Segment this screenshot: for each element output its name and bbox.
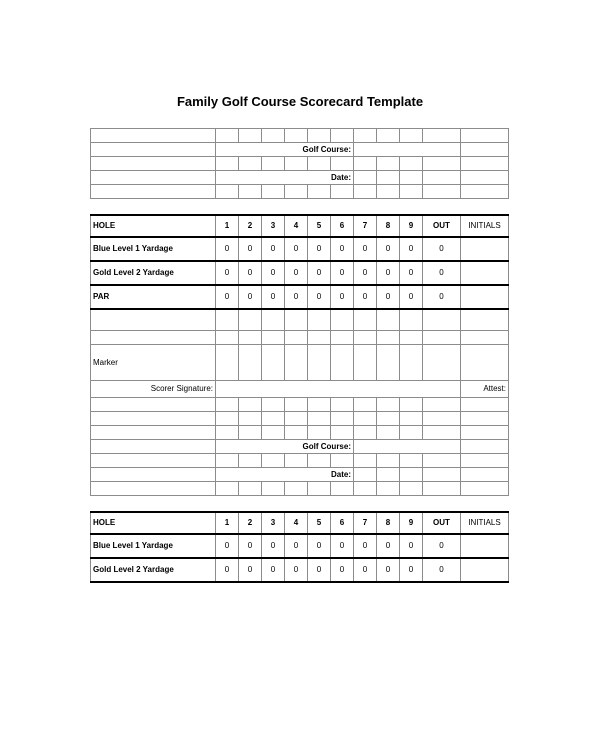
grid-cell [331,157,354,171]
par-row [91,285,509,309]
grid-cell [285,129,308,143]
grid-cell [91,412,216,426]
score-cell: 0 [377,558,400,582]
grid-cell [423,412,461,426]
empty-row [91,331,509,345]
golf-course-writein [354,440,461,454]
marker-row [91,345,509,381]
hole-header-row [91,512,509,534]
score-cell: 0 [285,261,308,285]
grid-cell [377,309,400,331]
grid-cell [308,331,331,345]
hole-number: 2 [239,512,262,534]
attest-label: Attest: [461,381,509,398]
score-cell: 0 [331,558,354,582]
date-label: Date: [216,468,354,482]
grid-cell [262,454,285,468]
hole-header: HOLE [91,512,216,534]
grid-cell [285,157,308,171]
grid-cell [262,482,285,496]
grid-cell [239,331,262,345]
grid-cell [377,331,400,345]
date-writein [354,468,377,482]
grid-cell [377,171,400,185]
grid-cell [400,454,423,468]
grid-cell [216,412,239,426]
grid-cell [354,309,377,331]
grid-cell [461,157,509,171]
initials-cell [461,261,509,285]
grid-cell [216,454,239,468]
score-cell: 0 [216,237,239,261]
grid-cell [461,331,509,345]
score-cell: 0 [308,534,331,558]
initials-cell [461,285,509,309]
hole-header-row [91,215,509,237]
score-cell: 0 [331,261,354,285]
initials-cell [461,237,509,261]
grid-cell [239,309,262,331]
grid-cell [377,185,400,199]
grid-cell [331,398,354,412]
grid-cell [377,157,400,171]
section-gap [91,496,509,512]
grid-cell [400,412,423,426]
grid-cell [331,331,354,345]
grid-cell [216,426,239,440]
grid-cell [285,309,308,331]
initials-header: INITIALS [461,512,509,534]
grid-cell [400,185,423,199]
grid-cell [423,129,461,143]
grid-cell [285,185,308,199]
grid-cell [285,412,308,426]
hole-number: 6 [331,512,354,534]
empty-row [91,482,509,496]
grid-cell [400,398,423,412]
grid-cell [216,157,239,171]
score-cell: 0 [377,261,400,285]
empty-row [91,426,509,440]
grid-cell [239,157,262,171]
grid-cell [285,398,308,412]
row-label: Gold Level 2 Yardage [91,261,216,285]
grid-cell [461,426,509,440]
grid-cell [216,309,239,331]
grid-cell [377,454,400,468]
grid-cell [354,185,377,199]
row-label: Blue Level 1 Yardage [91,534,216,558]
score-cell: 0 [239,285,262,309]
hole-number: 1 [216,512,239,534]
grid-cell [377,129,400,143]
grid-cell [423,331,461,345]
grid-cell [354,412,377,426]
score-cell: 0 [262,285,285,309]
hole-number: 7 [354,215,377,237]
grid-cell [285,482,308,496]
yardage-row [91,534,509,558]
date-writein [354,171,377,185]
row-label: PAR [91,285,216,309]
grid-cell [377,482,400,496]
grid-cell [216,129,239,143]
grid-cell [400,426,423,440]
empty-row [91,129,509,143]
score-cell: 0 [239,558,262,582]
grid-cell [216,345,239,381]
grid-cell [308,426,331,440]
grid-cell [91,309,216,331]
out-cell: 0 [423,237,461,261]
grid-cell [400,171,423,185]
out-cell: 0 [423,261,461,285]
score-cell: 0 [308,237,331,261]
initials-cell [461,534,509,558]
golf-course-label: Golf Course: [216,440,354,454]
grid-cell [354,157,377,171]
grid-cell [308,345,331,381]
grid-cell [331,345,354,381]
score-cell: 0 [239,534,262,558]
grid-cell [461,185,509,199]
page-title: Family Golf Course Scorecard Template [176,94,424,109]
grid-cell [377,345,400,381]
grid-cell [354,345,377,381]
score-cell: 0 [216,285,239,309]
date-row [91,171,509,185]
grid-cell [285,426,308,440]
grid-cell [461,468,509,482]
grid-cell [400,482,423,496]
out-cell: 0 [423,285,461,309]
empty-row [91,454,509,468]
score-cell: 0 [216,558,239,582]
scorer-signature-label: Scorer Signature: [91,381,216,398]
grid-cell [461,171,509,185]
grid-cell [423,426,461,440]
score-cell: 0 [262,237,285,261]
score-cell: 0 [331,237,354,261]
grid-cell [91,440,216,454]
empty-row [91,309,509,331]
row-label: Blue Level 1 Yardage [91,237,216,261]
grid-cell [308,398,331,412]
grid-cell [262,129,285,143]
grid-cell [377,398,400,412]
grid-cell [91,157,216,171]
score-cell: 0 [239,261,262,285]
grid-cell [400,468,423,482]
initials-header: INITIALS [461,215,509,237]
score-cell: 0 [354,261,377,285]
grid-cell [461,129,509,143]
grid-cell [331,482,354,496]
grid-cell [262,398,285,412]
golf-course-row [91,440,509,454]
gap-cell [91,199,509,215]
grid-cell [262,426,285,440]
grid-cell [400,331,423,345]
grid-cell [461,345,509,381]
score-cell: 0 [285,237,308,261]
out-header: OUT [423,512,461,534]
grid-cell [331,412,354,426]
signature-writein [216,381,461,398]
golf-course-label: Golf Course: [216,143,354,157]
grid-cell [239,454,262,468]
grid-cell [354,454,377,468]
score-cell: 0 [400,285,423,309]
grid-cell [308,412,331,426]
scorecard-table [90,128,509,583]
empty-row [91,157,509,171]
grid-cell [91,468,216,482]
score-cell: 0 [262,534,285,558]
score-cell: 0 [308,285,331,309]
hole-number: 8 [377,512,400,534]
score-cell: 0 [262,558,285,582]
score-cell: 0 [308,558,331,582]
empty-row [91,412,509,426]
hole-number: 5 [308,512,331,534]
score-cell: 0 [400,558,423,582]
grid-cell [331,309,354,331]
golf-course-writein [354,143,461,157]
score-cell: 0 [377,534,400,558]
gap-cell [91,496,509,512]
score-cell: 0 [354,285,377,309]
grid-cell [400,309,423,331]
grid-cell [239,345,262,381]
grid-cell [423,482,461,496]
grid-cell [239,398,262,412]
scorer-signature-row [91,381,509,398]
grid-cell [423,171,461,185]
hole-number: 4 [285,215,308,237]
grid-cell [308,157,331,171]
hole-number: 2 [239,215,262,237]
golf-course-row [91,143,509,157]
grid-cell [285,345,308,381]
yardage-row [91,558,509,582]
grid-cell [423,398,461,412]
empty-row [91,398,509,412]
hole-number: 4 [285,512,308,534]
hole-number: 8 [377,215,400,237]
grid-cell [91,454,216,468]
scorecard-sheet [90,128,509,583]
grid-cell [377,412,400,426]
hole-number: 6 [331,215,354,237]
grid-cell [239,185,262,199]
grid-cell [91,398,216,412]
grid-cell [354,482,377,496]
grid-cell [331,426,354,440]
section-gap [91,199,509,215]
grid-cell [423,454,461,468]
grid-cell [239,426,262,440]
grid-cell [308,454,331,468]
grid-cell [354,426,377,440]
hole-number: 9 [400,512,423,534]
hole-number: 9 [400,215,423,237]
hole-number: 3 [262,512,285,534]
marker-label: Marker [91,345,216,381]
grid-cell [216,331,239,345]
out-cell: 0 [423,534,461,558]
grid-cell [354,398,377,412]
score-cell: 0 [331,534,354,558]
score-cell: 0 [331,285,354,309]
score-cell: 0 [216,261,239,285]
grid-cell [216,185,239,199]
hole-number: 1 [216,215,239,237]
grid-cell [262,412,285,426]
score-cell: 0 [377,237,400,261]
grid-cell [308,482,331,496]
grid-cell [461,398,509,412]
hole-number: 3 [262,215,285,237]
score-cell: 0 [400,237,423,261]
grid-cell [262,185,285,199]
grid-cell [262,157,285,171]
grid-cell [423,157,461,171]
grid-cell [377,468,400,482]
out-cell: 0 [423,558,461,582]
yardage-row [91,261,509,285]
score-cell: 0 [239,237,262,261]
grid-cell [400,345,423,381]
grid-cell [308,309,331,331]
grid-cell [91,426,216,440]
score-cell: 0 [354,558,377,582]
grid-cell [461,412,509,426]
yardage-row [91,237,509,261]
score-cell: 0 [400,534,423,558]
score-cell: 0 [216,534,239,558]
row-label: Gold Level 2 Yardage [91,558,216,582]
grid-cell [91,185,216,199]
grid-cell [331,454,354,468]
grid-cell [331,185,354,199]
grid-cell [423,309,461,331]
grid-cell [262,309,285,331]
score-cell: 0 [285,558,308,582]
grid-cell [423,185,461,199]
grid-cell [91,171,216,185]
hole-number: 7 [354,512,377,534]
hole-number: 5 [308,215,331,237]
empty-row [91,185,509,199]
grid-cell [400,157,423,171]
grid-cell [285,331,308,345]
grid-cell [91,143,216,157]
score-cell: 0 [262,261,285,285]
grid-cell [308,185,331,199]
score-cell: 0 [354,534,377,558]
hole-header: HOLE [91,215,216,237]
grid-cell [239,482,262,496]
grid-cell [461,309,509,331]
grid-cell [423,468,461,482]
grid-cell [91,482,216,496]
score-cell: 0 [285,534,308,558]
score-cell: 0 [400,261,423,285]
grid-cell [308,129,331,143]
grid-cell [377,426,400,440]
score-cell: 0 [377,285,400,309]
grid-cell [239,129,262,143]
date-row [91,468,509,482]
grid-cell [262,345,285,381]
score-cell: 0 [308,261,331,285]
grid-cell [331,129,354,143]
grid-cell [239,412,262,426]
date-label: Date: [216,171,354,185]
grid-cell [91,331,216,345]
grid-cell [285,454,308,468]
grid-cell [423,345,461,381]
grid-cell [461,454,509,468]
grid-cell [216,398,239,412]
grid-cell [354,129,377,143]
grid-cell [461,482,509,496]
initials-cell [461,558,509,582]
grid-cell [91,129,216,143]
grid-cell [354,331,377,345]
score-cell: 0 [285,285,308,309]
out-header: OUT [423,215,461,237]
grid-cell [461,440,509,454]
score-cell: 0 [354,237,377,261]
grid-cell [400,129,423,143]
grid-cell [461,143,509,157]
grid-cell [262,331,285,345]
grid-cell [216,482,239,496]
